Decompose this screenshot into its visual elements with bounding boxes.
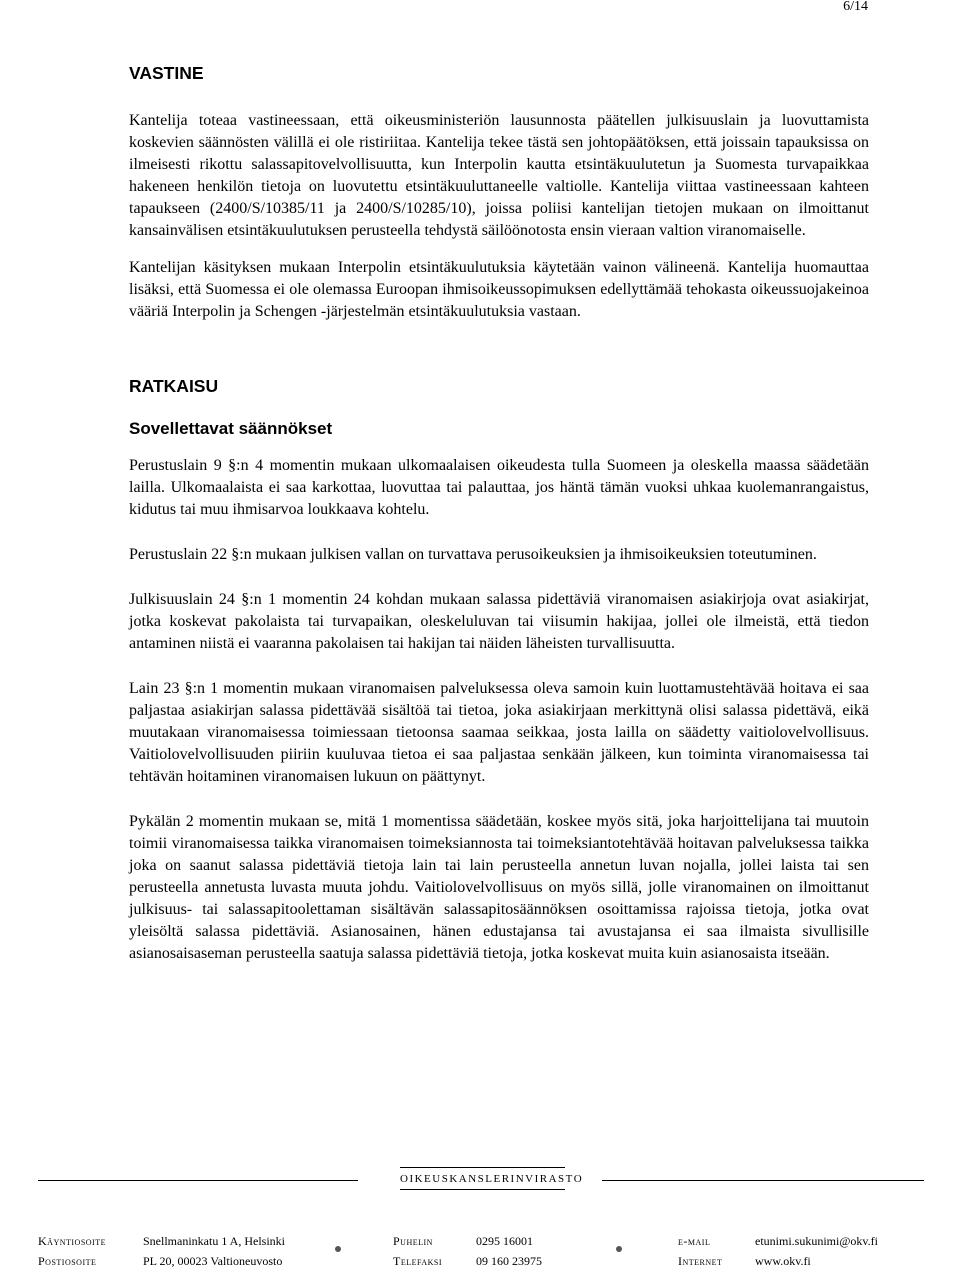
page-number: 6/14 [843,0,868,14]
sovellettavat-heading: Sovellettavat säännökset [129,419,333,438]
agency-logo [400,1173,584,1185]
email-value: etunimi.sukunimi@okv.fi [755,1234,878,1248]
email-label: e-mail [678,1234,711,1248]
puhelin-value: 0295 16001 [476,1234,533,1248]
kayntiosoite-value: Snellmaninkatu 1 A, Helsinki [143,1234,285,1248]
telefaksi-label: Telefaksi [393,1254,443,1268]
vastine-paragraph-1: Kantelija toteaa vastineessaan, että oikeusministeriön lausunnosta päätellen julkisuuslain ja luovuttamista koskevien säännösten välillä ei ole ristiriitaa. Kantelija tekee tästä sen johtopäätöksen, että joissain tapauksissa on ilmeisesti rikottu salassapitovelvollisuutta, kun Interpolin kautta etsintäkuulutetun ja Suomesta turvapaikkaa hakeneen henkilön tietoja on luovutettu etsintäkuuluttaneelle valtiolle. Kantelija viittaa vastineessaan kahteen tapaukseen (2400/S/10385/11 ja 2400/S/10285/10), joissa poliisi kantelijan tietojen mukaan on ilmoittanut kansainvälisen etsintäkuulutuksen perusteella tehdystä säilöönotosta ensin vieraan valtion viranomaiselle. [129,112,869,239]
logo-top-bar [400,1167,565,1168]
logo-text: OIKEUSKANSLERINVIRASTO [400,1173,584,1185]
vastine-paragraph-2: Kantelijan käsityksen mukaan Interpolin etsintäkuulutuksia käytetään vainon välineenä. Kantelija huomauttaa lisäksi, että Suomessa ei ole olemassa Euroopan ihmisoikeussopimuksen edellyttämää tehokasta oikeussuojakeinoa vääriä Interpolin ja Schengen -järjestelmän etsintäkuulutuksia vastaan. [129,259,869,320]
ratkaisu-paragraph-1: Perustuslain 9 §:n 4 momentin mukaan ulkomaalaisen oikeudesta tulla Suomeen ja oleskella maassa säädetään lailla. Ulkomaalaista ei saa karkottaa, luovuttaa tai palauttaa, jos häntä tämän vuoksi uhkaa kuolemanrangaistus, kidutus tai muu ihmisarvoa loukkaava kohtelu. [129,457,869,518]
kayntiosoite-label: Käyntiosoite [38,1234,106,1248]
postiosoite-value: PL 20, 00023 Valtioneuvosto [143,1254,283,1268]
vastine-heading: VASTINE [129,63,204,83]
ratkaisu-paragraph-2: Perustuslain 22 §:n mukaan julkisen vallan on turvattava perusoikeuksien ja ihmisoikeuksien toteutuminen. [129,546,817,563]
document-body [129,62,869,965]
logo-bottom-bar [400,1189,565,1190]
puhelin-label: Puhelin [393,1234,433,1248]
telefaksi-value: 09 160 23975 [476,1254,542,1268]
separator-dot-icon [335,1246,341,1252]
ratkaisu-paragraph-4: Lain 23 §:n 1 momentin mukaan viranomaisen palveluksessa oleva samoin kuin luottamustehtävää hoitava ei saa paljastaa asiakirjan salassa pidettävää sisältöä tai tietoa, joka asiakirjaan merkittynä olisi salassa pidettävä, eikä muutakaan viranomaisessa toimiessaan tietoonsa saamaa seikkaa, josta lailla on säädetty vaitiolovelvollisuus. Vaitiolovelvollisuuden piiriin kuuluvaa tietoa ei saa paljastaa senkään jälkeen, kun toiminta viranomaisessa tai tehtävän hoitaminen viranomaisen lukuun on päättynyt. [129,680,869,785]
internet-label: Internet [678,1254,723,1268]
footer [0,1173,960,1268]
ratkaisu-paragraph-5: Pykälän 2 momentin mukaan se, mitä 1 momentissa säädetään, koskee myös sitä, joka harjoittelijana tai muutoin toimii viranomaisessa taikka viranomaisen toimeksiannosta tai toimeksiantotehtävää hoitavan palveluksessa taikka joka on saanut salassa pidettäviä tietoja lain tai lain perusteella annetun luvan nojalla, jollei laista tai sen perusteella annetusta luvasta muuta johdu. Vaitiolovelvollisuus on myös sillä, jolle viranomainen on ilmoittanut julkisuus- tai salassapitoolettaman sisältävän salassapitosäännöksen osoittamissa rajoissa tietoja, jotka ovat yleisöltä salassa pidettäviä. Asianosainen, hänen edustajansa tai avustajansa ei saa ilmaista sivullisille asianosaisaseman perusteella saatuja salassa pidettäviä tietoja, jotka koskevat muita kuin asianosaista itseään. [129,813,869,962]
separator-dot-icon [616,1246,622,1252]
footer-rule-right [602,1180,924,1181]
internet-value: www.okv.fi [755,1254,811,1268]
ratkaisu-heading: RATKAISU [129,376,219,396]
footer-rule-left [38,1180,358,1181]
postiosoite-label: Postiosoite [38,1254,97,1268]
ratkaisu-paragraph-3: Julkisuuslain 24 §:n 1 momentin 24 kohdan mukaan salassa pidettäviä viranomaisen asiakirjoja ovat asiakirjat, jotka koskevat pakolaista tai turvapaikan, oleskeluluvan tai viisumin hakijaa, jollei ole ilmeistä, että tiedon antaminen niistä ei vaaranna pakolaisen tai hakijan tai näiden läheisten turvallisuutta. [129,591,869,652]
